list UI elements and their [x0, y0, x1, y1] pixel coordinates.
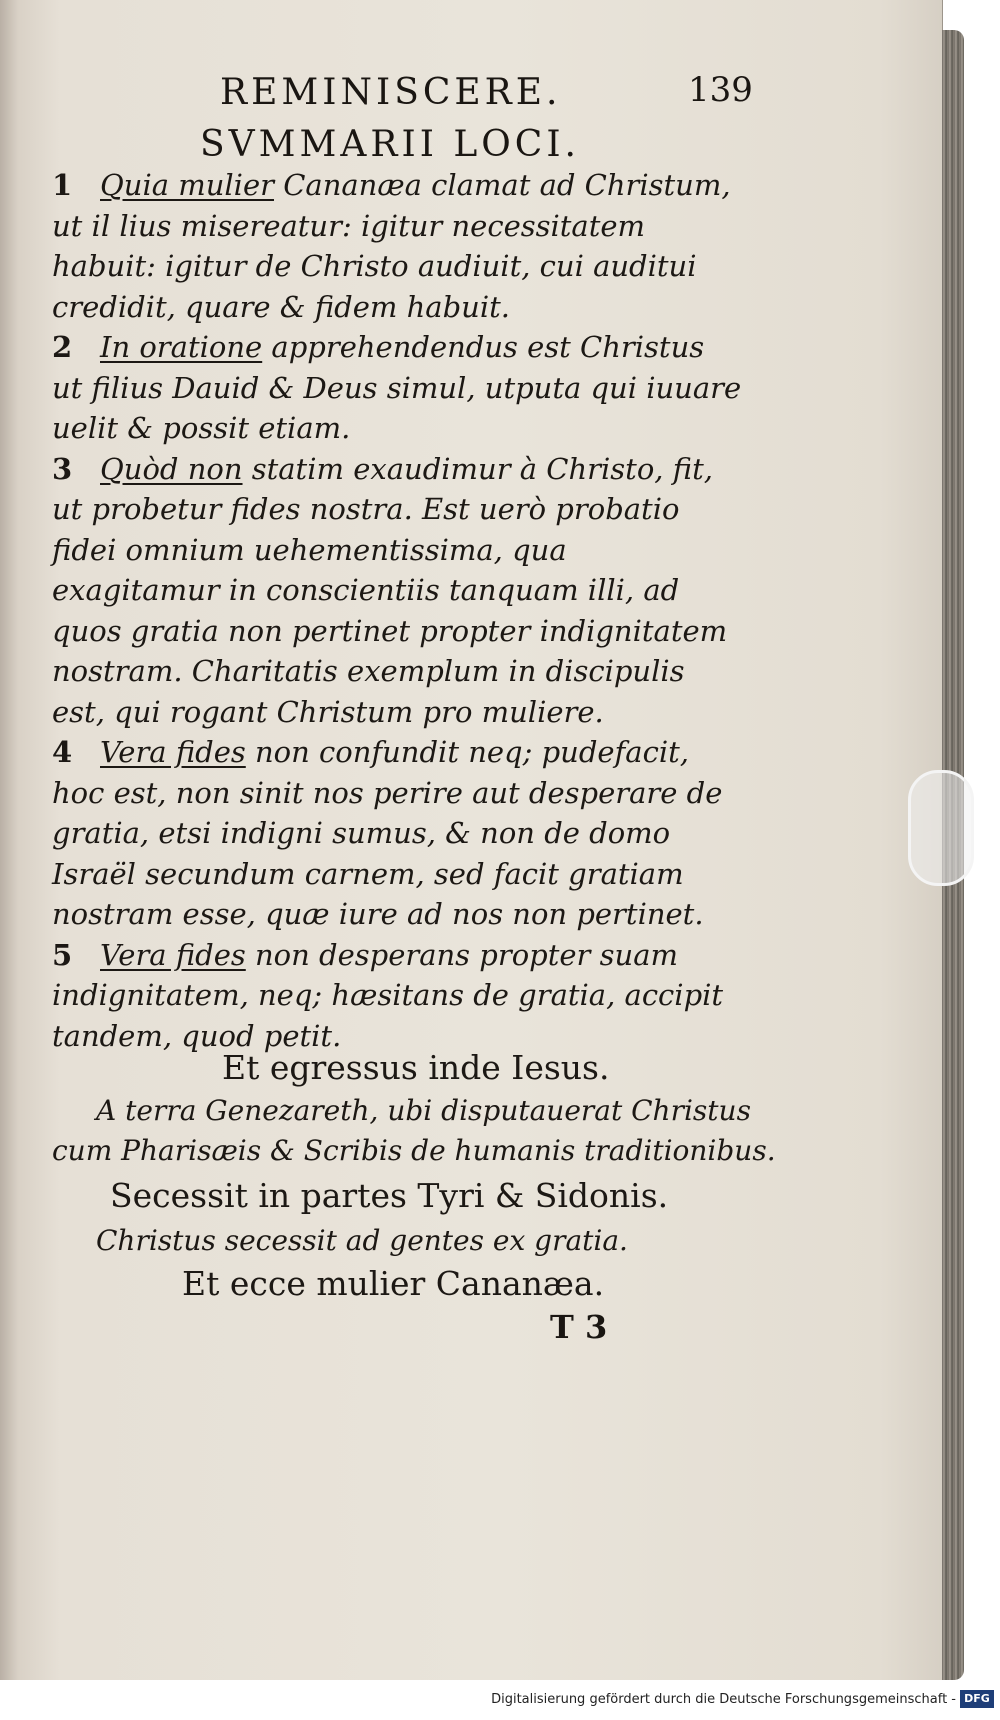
- dfg-logo: DFG: [960, 1690, 994, 1708]
- underlined-phrase: Vera fides: [100, 735, 246, 769]
- item-number: 5: [52, 937, 73, 972]
- item-number: 3: [52, 451, 73, 486]
- summary-item: [52, 449, 742, 733]
- item-text: apprehendendus est Christus ut filius Dauid & Deus simul, utputa qui iuuare uelit & possit etiam.: [52, 330, 742, 445]
- section-heading: SVMMARII LOCI.: [200, 124, 580, 165]
- item-text: Cananæa clamat ad Christum, ut il lius misereatur: igitur necessitatem habuit: igitur de Christo audiuit, cui auditui credidit, quare & fidem habuit.: [52, 168, 731, 324]
- underlined-phrase: Quòd non: [100, 451, 243, 486]
- summary-item: [52, 327, 742, 449]
- underlined-phrase: In oratione: [100, 330, 263, 364]
- running-title: REMINISCERE.: [220, 72, 562, 113]
- summary-item: [52, 165, 742, 327]
- gospel-heading-line: Et egressus inde Iesus.: [222, 1048, 610, 1087]
- summary-item: [52, 732, 742, 935]
- footer-bar: [0, 1680, 1000, 1720]
- item-text: statim exaudimur à Christo, fit, ut probetur fides nostra. Est uerò probatio fidei omnium uehementissima, qua exagitamur in conscientiis tanquam illi, ad quos gratia non pertinet propter indignitatem nostram. Charitatis exemplum in discipulis est, qui rogant Christum pro muliere.: [52, 451, 728, 729]
- underlined-phrase: Vera fides: [100, 937, 246, 972]
- gospel-text-line: Secessit in partes Tyri & Sidonis.: [110, 1176, 669, 1215]
- page-number: 139: [688, 70, 753, 110]
- gloss-line: cum Pharisæis & Scribis de humanis traditionibus.: [52, 1134, 776, 1167]
- item-number: 2: [52, 330, 73, 364]
- funding-credit: Digitalisierung gefördert durch die Deutsche Forschungsgemeinschaft -: [491, 1692, 956, 1707]
- gloss-line: A terra Genezareth, ubi disputauerat Christus: [96, 1094, 751, 1127]
- item-number: 1: [52, 168, 73, 202]
- underlined-phrase: Quia mulier: [100, 168, 274, 202]
- item-text: non confundit neq; pudefacit, hoc est, non sinit nos perire aut desperare de gratia, etsi indigni sumus, & non de domo Israël secundum carnem, sed facit gratiam nostram esse, quæ iure ad nos non pertinet.: [52, 735, 723, 931]
- summary-item: [52, 935, 742, 1057]
- gloss-line: Christus secessit ad gentes ex gratia.: [96, 1224, 628, 1257]
- bookmark-tab: [908, 770, 974, 886]
- summary-list: [52, 165, 742, 1056]
- gospel-text-line: Et ecce mulier Cananæa.: [182, 1264, 605, 1303]
- signature-mark: T 3: [550, 1308, 608, 1346]
- item-number: 4: [52, 735, 73, 769]
- item-text: non desperans propter suam indignitatem, neq; hæsitans de gratia, accipit tandem, quod petit.: [52, 937, 724, 1053]
